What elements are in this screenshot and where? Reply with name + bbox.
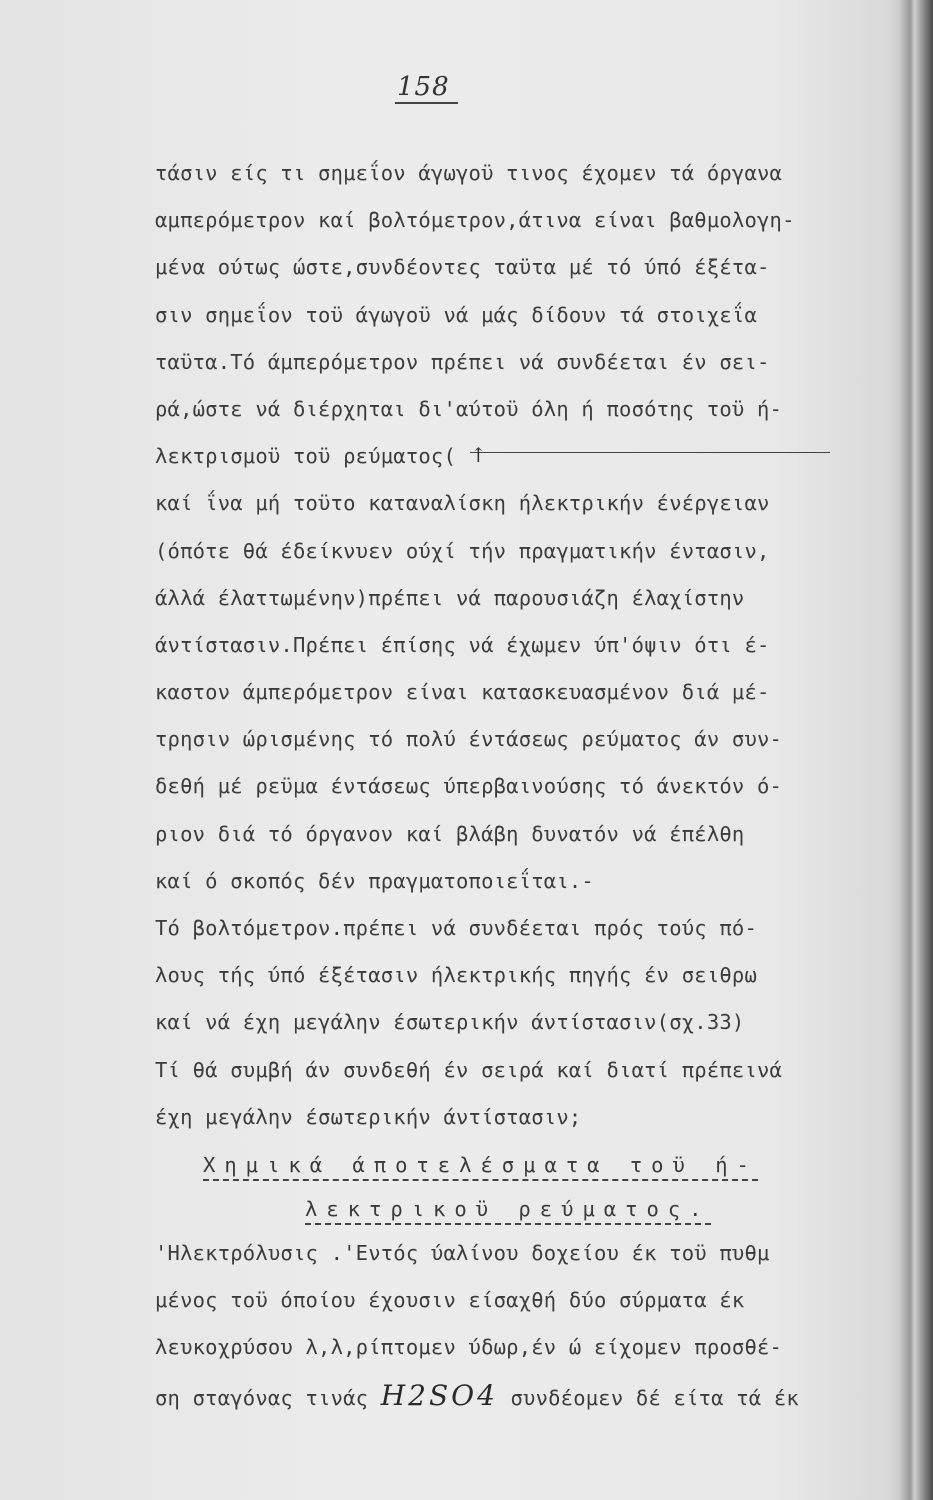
handwritten-strike-line xyxy=(470,452,830,453)
text-line: 'Ηλεκτρόλυσις .'Εντός ύαλίνου δοχείου έκ τοϋ πυθμ xyxy=(155,1241,770,1265)
text-line: λεκτρισμοϋ τοϋ ρεύματος( xyxy=(155,444,457,469)
text-line: καί ό σκοπός δέν πραγματοποιεΐται.- xyxy=(155,868,594,893)
text-line: τάσιν είς τι σημεΐον άγωγοϋ τινος έχομεν τά όργανα xyxy=(155,161,783,185)
text-line: τρησιν ώρισμένης τό πολύ έντάσεως ρεύματος άν συν- xyxy=(155,727,783,752)
text-line: μένος τοϋ όποίου έχουσιν είσαχθή δύο σύρματα έκ xyxy=(155,1288,745,1313)
text-line: Τί θά συμβή άν συνδεθή έν σειρά καί διατί πρέπεινά xyxy=(155,1057,783,1082)
text-line: λους τής ύπό έξέτασιν ήλεκτρικής πηγής έν σειθρω xyxy=(155,963,758,988)
handwritten-formula: H2SO4 xyxy=(380,1378,498,1412)
text-line: άλλά έλαττωμένην)πρέπει νά παρουσιάζη έλαχίστην xyxy=(155,585,745,610)
text-line: μένα ούτως ώστε,συνδέοντες ταϋτα μέ τό ύπό έξέτα- xyxy=(155,255,770,280)
text-line: καί ΐνα μή τοϋτο καταναλίσκη ήλεκτρικήν ένέργειαν xyxy=(155,491,770,516)
page-binding-edge xyxy=(900,0,933,1500)
text-fragment: συνδέομεν δέ είτα τά έκ xyxy=(497,1385,799,1410)
text-line: ρά,ώστε νά διέρχηται δι'αύτοϋ όλη ή ποσότης τοϋ ή- xyxy=(155,396,783,421)
text-line xyxy=(155,1372,845,1419)
text-line: δεθή μέ ρεϋμα έντάσεως ύπερβαινούσης τό άνεκτόν ό- xyxy=(155,774,783,799)
text-fragment: ση σταγόνας τινάς xyxy=(155,1385,381,1410)
text-line: άντίστασιν.Πρέπει έπίσης νά έχωμεν ύπ'όψιν ότι έ- xyxy=(155,632,770,657)
text-line: καί νά έχη μεγάλην έσωτερικήν άντίστασιν(σχ.33) xyxy=(155,1010,745,1035)
main-paragraph xyxy=(155,150,845,1141)
text-line: αμπερόμετρον καί βολτόμετρον,άτινα είναι βαθμολογη- xyxy=(155,208,795,233)
text-line: σιν σημεΐον τοϋ άγωγοϋ νά μάς δίδουν τά στοιχεΐα xyxy=(155,302,758,327)
electrolysis-paragraph xyxy=(155,1230,845,1419)
section-heading xyxy=(155,1143,845,1231)
text-line: Τό βολτόμετρον.πρέπει νά συνδέεται πρός τούς πό- xyxy=(155,916,758,940)
arrow-annotation-icon: ↑ xyxy=(470,443,487,467)
text-line: (όπότε θά έδείκνυεν ούχί τήν πραγματικήν έντασιν, xyxy=(155,538,770,563)
heading-line: λεκτρικοϋ ρεύματος. xyxy=(155,1187,845,1231)
text-line: ριον διά τό όργανον καί βλάβη δυνατόν νά έπέλθη xyxy=(155,821,745,846)
text-line: ταϋτα.Τό άμπερόμετρον πρέπει νά συνδέεται έν σει- xyxy=(155,349,770,374)
page-number: 158 xyxy=(395,72,458,104)
text-line: έχη μεγάλην έσωτερικήν άντίστασιν; xyxy=(155,1104,582,1129)
heading-line: Χημικά άποτελέσματα τοϋ ή- xyxy=(155,1143,845,1187)
text-line: λευκοχρύσου λ,λ,ρίπτομεν ύδωρ,έν ώ είχομεν προσθέ- xyxy=(155,1335,783,1360)
text-line: καστον άμπερόμετρον είναι κατασκευασμένον διά μέ- xyxy=(155,680,770,705)
